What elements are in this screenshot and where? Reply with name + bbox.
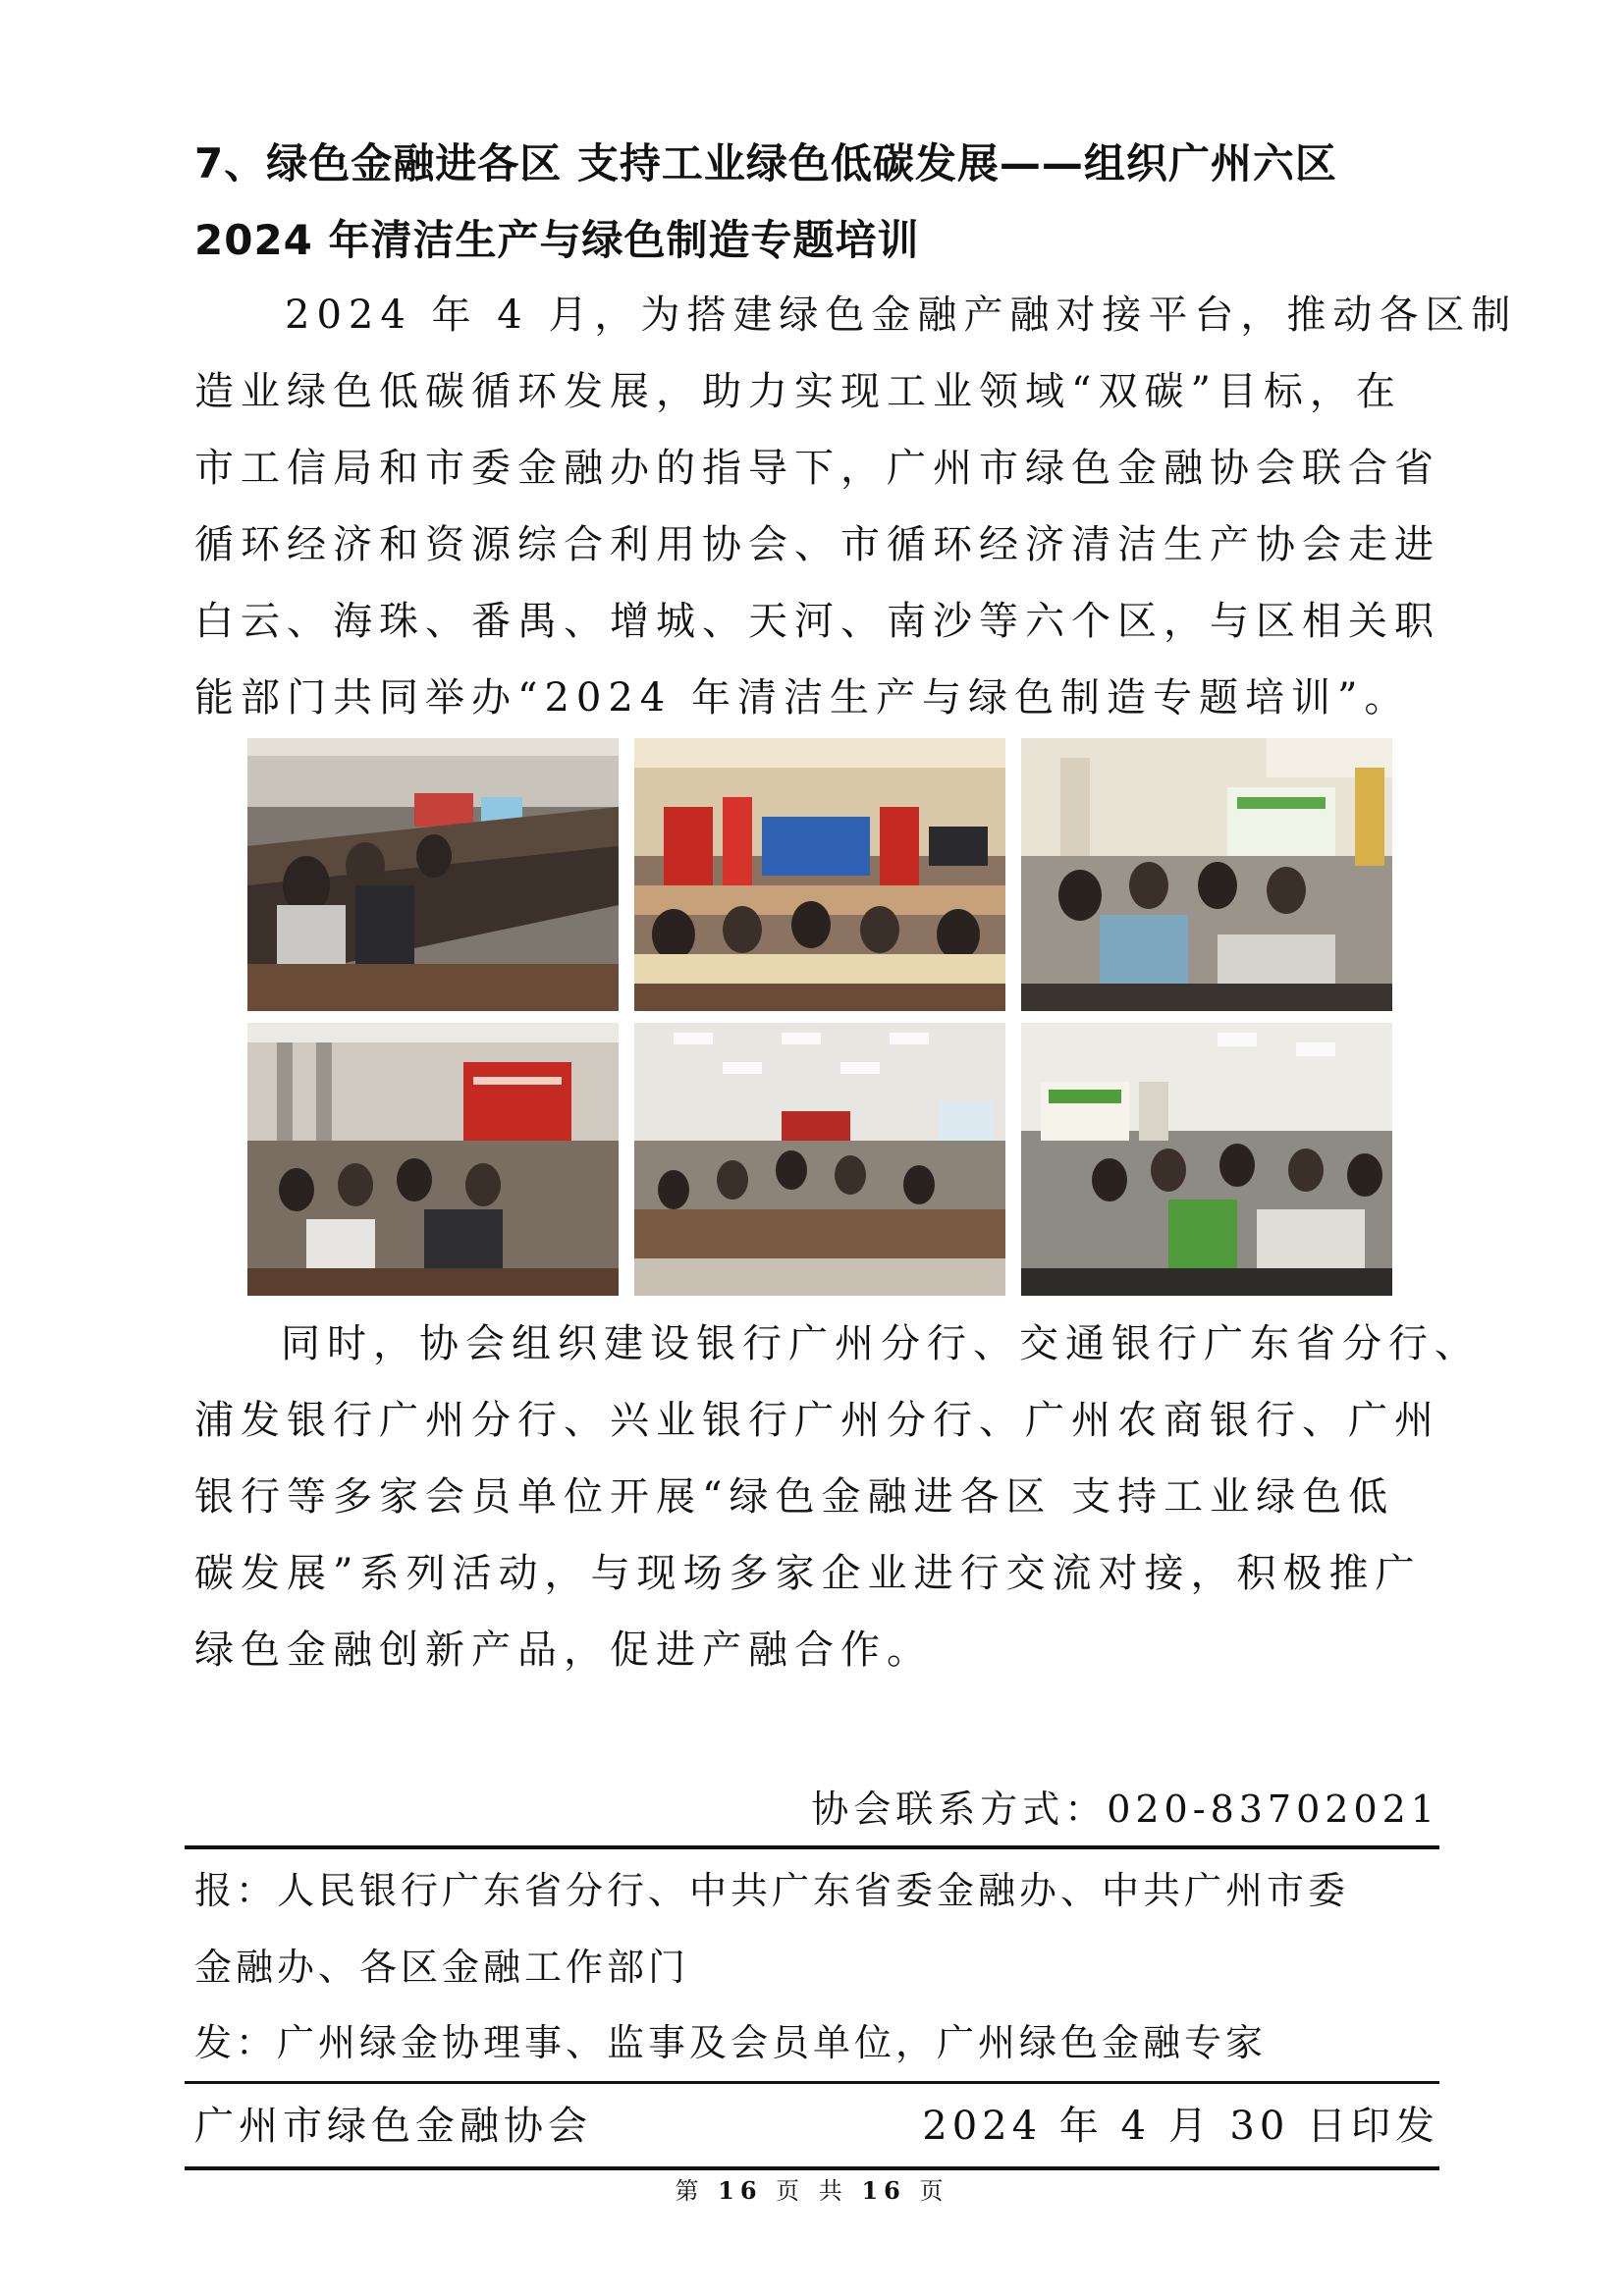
send-line: 发：广州绿金协理事、监事及会员单位，广州绿色金融专家 [194,2021,1268,2064]
divider [185,2081,1439,2084]
total-pages: 16 [861,2176,906,2205]
paragraph-line: 浦发银行广州分行、兴业银行广州分行、广州农商银行、广州 [194,1398,1440,1443]
paragraph-line: 白云、海珠、番禺、增城、天河、南沙等六个区，与区相关职 [194,599,1440,644]
training-photo [1021,1023,1392,1296]
section-heading [194,126,1441,279]
divider [185,1845,1439,1849]
heading-line-2: 2024 年清洁生产与绿色制造专题培训 [194,216,920,264]
report-recipients [194,1852,1439,2005]
paragraph-line: 造业绿色低碳循环发展，助力实现工业领域“双碳”目标，在 [194,369,1402,414]
paragraph-line: 银行等多家会员单位开展“绿色金融进各区 支持工业绿色低 [194,1474,1395,1520]
footer-prefix: 第 [675,2177,705,2205]
divider [185,2166,1439,2170]
heading-line-1: 7、绿色金融进各区 支持工业绿色低碳发展——组织广州六区 [194,139,1337,187]
paragraph-line: 市工信局和市委金融办的指导下，广州市绿色金融协会联合省 [194,446,1440,491]
report-line: 金融办、各区金融工作部门 [194,1946,690,1989]
contact-info: 协会联系方式：020-83702021 [811,1788,1439,1831]
paragraph-line: 碳发展”系列活动，与现场多家企业进行交流对接，积极推广 [194,1551,1422,1596]
send-recipients [194,2004,1439,2081]
paragraph-line: 2024 年 4 月，为搭建绿色金融产融对接平台，推动各区制 [285,293,1518,338]
paragraph-activities [194,1306,1481,1688]
paragraph-intro [194,277,1518,736]
page-footer [0,2171,1624,2211]
training-photo [247,1023,619,1296]
training-photo [634,738,1005,1011]
training-photo [247,738,619,1011]
issuer-name: 广州市绿色金融协会 [194,2104,592,2149]
paragraph-line: 绿色金融创新产品，促进产融合作。 [194,1628,933,1673]
issue-date: 2024 年 4 月 30 日印发 [922,2104,1439,2149]
training-photo [634,1023,1005,1296]
photo-grid [247,738,1398,1300]
paragraph-line: 循环经济和资源综合利用协会、市循环经济清洁生产协会走进 [194,522,1440,567]
training-photo [1021,738,1392,1011]
page-number: 16 [718,2176,763,2205]
footer-middle: 页 共 [776,2177,848,2205]
paragraph-line: 同时，协会组织建设银行广州分行、交通银行广东省分行、 [281,1321,1481,1366]
report-line: 报：人民银行广东省分行、中共广东省委金融办、中共广州市委 [194,1869,1350,1912]
paragraph-line: 能部门共同举办“2024 年清洁生产与绿色制造专题培训”。 [194,675,1411,721]
footer-suffix: 页 [919,2177,949,2205]
